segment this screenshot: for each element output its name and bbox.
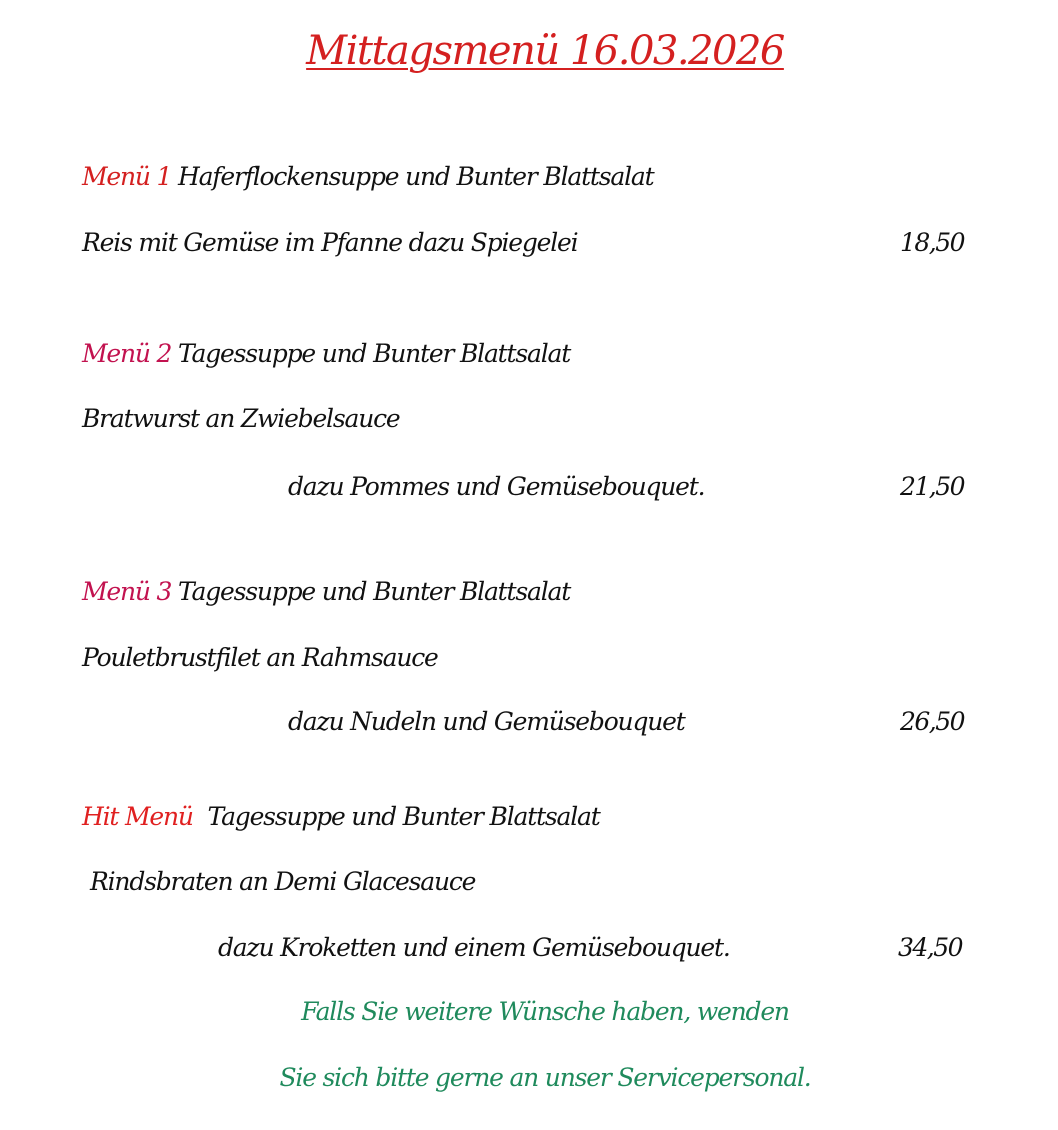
menu-3-main: Pouletbrustfilet an Rahmsauce [82, 643, 438, 672]
hit-menu-price: 34,50 [898, 933, 963, 962]
menu-3-side: dazu Nudeln und Gemüsebouquet [288, 707, 685, 736]
menu-1-price: 18,50 [900, 228, 965, 257]
page-title: Mittagsmenü 16.03.2026 [306, 28, 784, 74]
menu-2-label: Menü 2 [82, 339, 172, 368]
hit-menu-label: Hit Menü [82, 802, 193, 831]
menu-2-starter-line [82, 339, 570, 369]
menu-1-label: Menü 1 [82, 162, 172, 191]
menu-3-label: Menü 3 [82, 577, 172, 606]
menu-3-price: 26,50 [900, 707, 965, 736]
menu-2-side: dazu Pommes und Gemüsebouquet. [288, 472, 705, 501]
menu-3-starter: Tagessuppe und Bunter Blattsalat [178, 577, 571, 606]
menu-2-main: Bratwurst an Zwiebelsauce [82, 404, 400, 433]
footer-note-line-1: Falls Sie weitere Wünsche haben, wenden [301, 997, 789, 1026]
menu-2-price: 21,50 [900, 472, 965, 501]
hit-menu-starter-line [82, 802, 600, 832]
hit-menu-main: Rindsbraten an Demi Glacesauce [90, 867, 476, 896]
menu-1-starter: Haferflockensuppe und Bunter Blattsalat [178, 162, 654, 191]
hit-menu-side: dazu Kroketten und einem Gemüsebouquet. [218, 933, 730, 962]
menu-3-starter-line [82, 577, 570, 607]
hit-menu-starter: Tagessuppe und Bunter Blattsalat [207, 802, 600, 831]
menu-1-starter-line [82, 162, 653, 192]
menu-2-starter: Tagessuppe und Bunter Blattsalat [178, 339, 571, 368]
menu-1-main: Reis mit Gemüse im Pfanne dazu Spiegelei [82, 228, 578, 257]
footer-note-line-2: Sie sich bitte gerne an unser Servicepersonal. [279, 1063, 811, 1092]
